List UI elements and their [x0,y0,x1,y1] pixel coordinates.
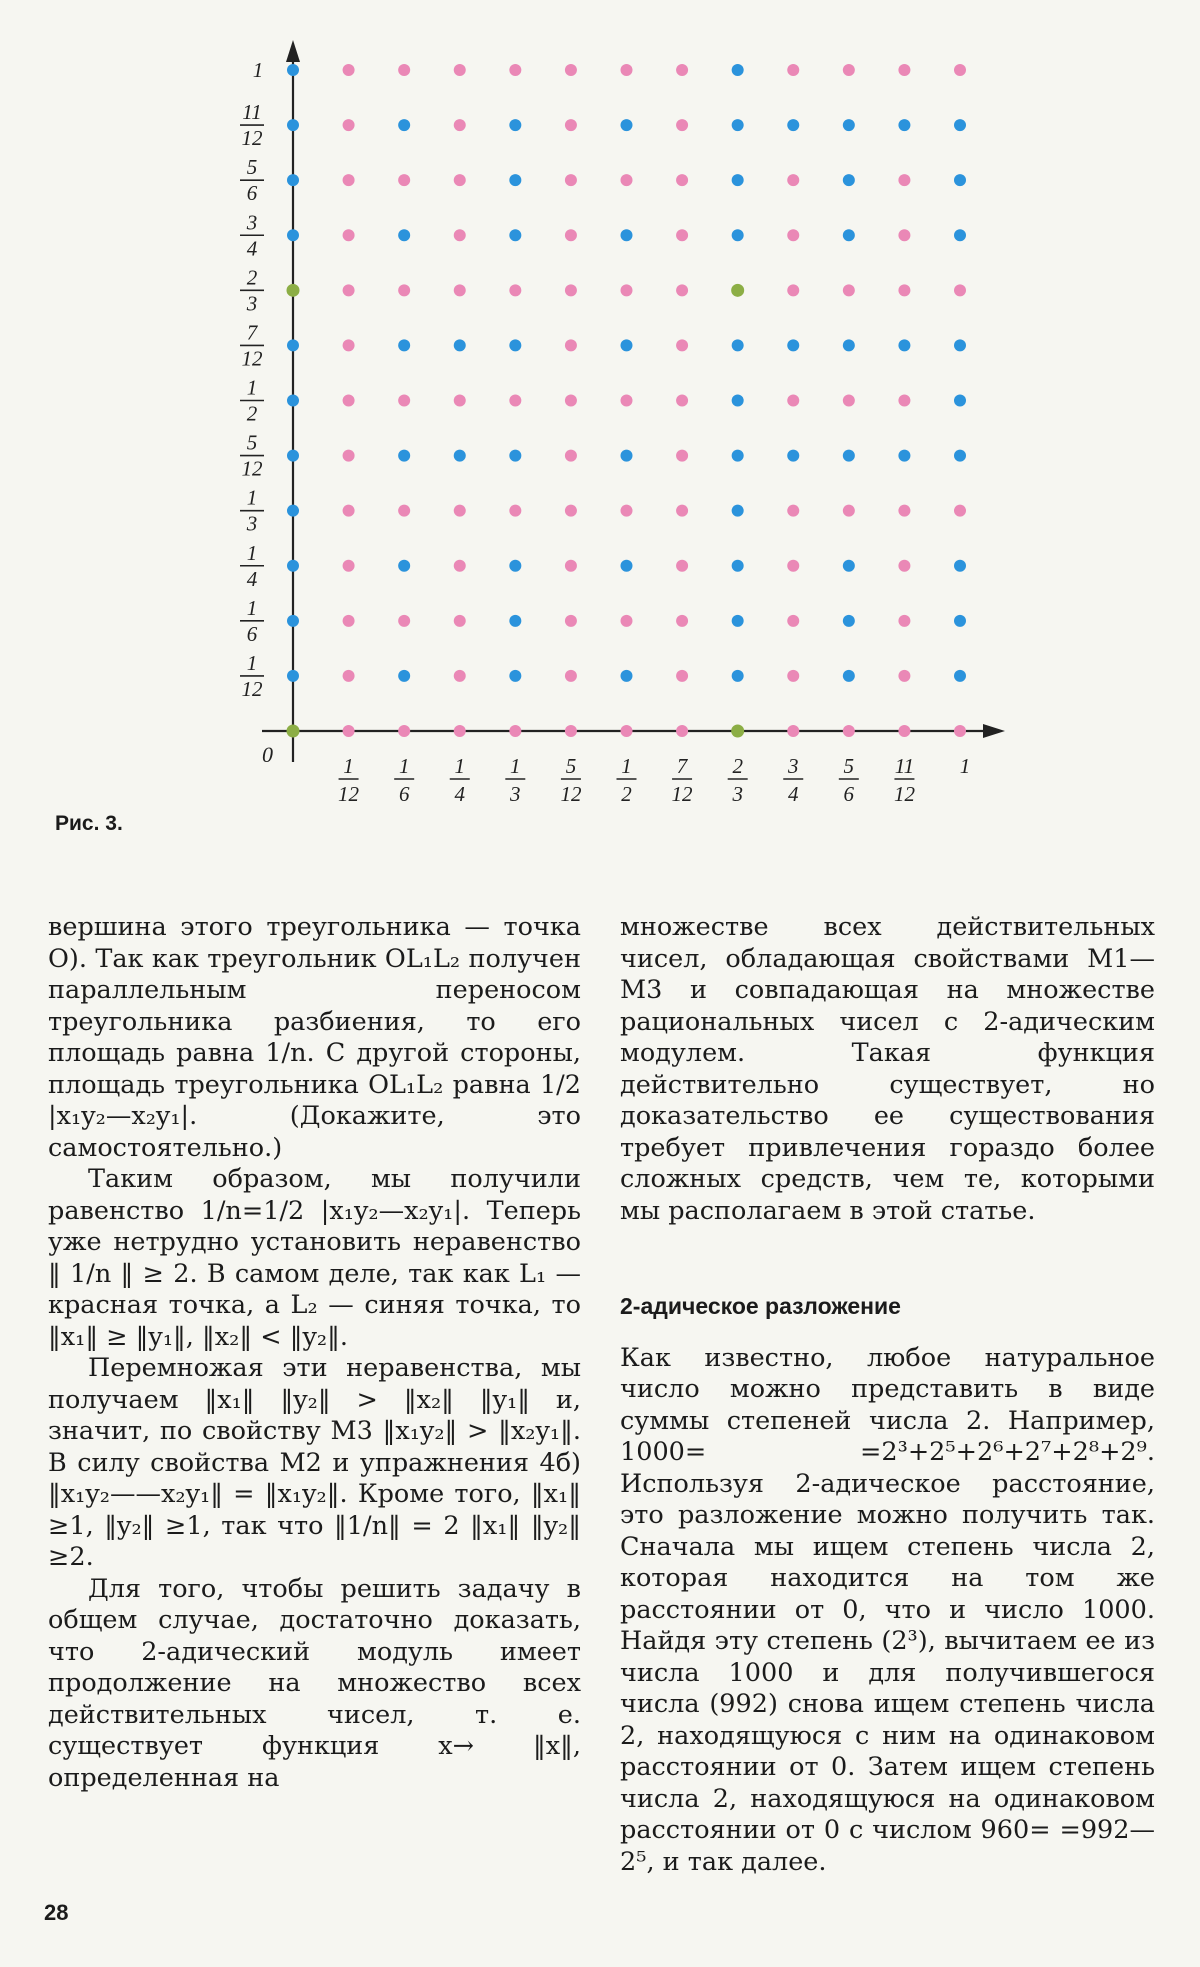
lattice-point [287,64,299,76]
lattice-point [732,395,744,407]
lattice-point [621,615,633,627]
x-tick-label [783,754,803,806]
x-tick-label [960,754,971,778]
left-paragraph-1: вершина этого треугольника — точка O). Так как треугольник OL₁L₂ получен параллельным переносом треугольника разбиения, то его площадь равна 1/n. С другой стороны, площадь треугольника OL₁L₂ равна 1/2 |x₁y₂—x₂y₁|. (Докажите, это самостоятельно.) [48,912,581,1163]
lattice-point [898,174,910,186]
lattice-points [287,64,967,738]
lattice-point [621,229,633,241]
lattice-point [454,450,466,462]
lattice-point [509,725,521,737]
left-paragraph-4: Для того, чтобы решить задачу в общем случае, достаточно доказать, что 2-адический модуль имеет продолжение на множество всех действительных чисел, т. е. существует функция x→ ‖x‖, определенная на [48,1573,581,1793]
lattice-point [898,64,910,76]
lattice-point [676,64,688,76]
y-tick-denominator: 2 [246,401,258,426]
lattice-point [343,64,355,76]
lattice-point [676,339,688,351]
x-tick-denominator: 12 [560,782,582,806]
x-tick-numerator: 1 [959,754,971,778]
lattice-point [676,395,688,407]
x-tick-denominator: 4 [454,782,465,806]
lattice-point [565,560,577,572]
lattice-point [621,670,633,682]
x-tick-numerator: 7 [676,754,688,778]
lattice-point [954,725,966,737]
lattice-point [287,284,300,297]
y-tick-numerator: 2 [246,265,258,290]
left-column [48,912,581,1794]
lattice-point [565,505,577,517]
lattice-point [676,505,688,517]
lattice-point [898,725,910,737]
x-tick-label [894,754,916,806]
lattice-point [343,229,355,241]
section-heading: 2-адическое разложение [620,1293,901,1319]
lattice-point [787,450,799,462]
lattice-point [732,64,744,76]
lattice-point [954,450,966,462]
lattice-point [454,725,466,737]
x-tick-numerator: 1 [398,754,410,778]
figure-caption: Рис. 3. [55,812,123,835]
lattice-point [509,450,521,462]
lattice-point [343,174,355,186]
lattice-point [843,339,855,351]
lattice-point [676,119,688,131]
lattice-point [898,560,910,572]
lattice-point [954,615,966,627]
x-tick-numerator: 3 [788,754,799,778]
lattice-point [732,339,744,351]
y-tick-numerator: 1 [246,540,258,565]
lattice-point [343,505,355,517]
lattice-point [898,119,910,131]
lattice-point [509,339,521,351]
y-tick-numerator: 1 [246,650,258,675]
lattice-point [621,339,633,351]
lattice-point [732,450,744,462]
y-tick-label [240,596,264,646]
y-tick-numerator: 5 [246,430,258,455]
lattice-point [398,339,410,351]
y-tick-denominator: 12 [241,346,263,371]
y-tick-numerator: 3 [246,210,258,235]
lattice-point [565,395,577,407]
y-tick-denominator: 6 [246,621,258,646]
lattice-point [954,395,966,407]
lattice-point [454,284,466,296]
lattice-point [454,64,466,76]
lattice-point [843,725,855,737]
lattice-point [732,174,744,186]
x-axis-arrow [983,724,1005,738]
left-paragraph-3: Перемножая эти неравенства, мы получаем ‖x₁‖ ‖y₂‖ > ‖x₂‖ ‖y₁‖ и, значит, по свойству M3 ‖x₁y₂‖ > ‖x₂y₁‖. В силу свойства M2 и упражнения 4б) ‖x₁y₂——x₂y₁‖ = ‖x₁y₂‖. Кроме того, ‖x₁‖ ≥1, ‖y₂‖ ≥1, так что ‖1/n‖ = 2 ‖x₁‖ ‖y₂‖ ≥2. [48,1353,581,1572]
lattice-point [898,450,910,462]
lattice-point [287,229,299,241]
y-tick-numerator: 5 [246,155,258,180]
x-tick-denominator: 2 [621,782,632,806]
x-tick-denominator: 4 [788,782,799,806]
lattice-point [787,725,799,737]
lattice-point [454,395,466,407]
lattice-point [843,229,855,241]
lattice-point [398,395,410,407]
lattice-point [843,505,855,517]
lattice-point [565,339,577,351]
lattice-point [565,450,577,462]
lattice-point [454,339,466,351]
y-tick-labels [240,58,264,701]
y-tick-label [240,320,264,370]
lattice-point [731,284,744,297]
y-tick-denominator: 4 [246,236,258,261]
x-tick-label [617,754,637,806]
lattice-point [898,284,910,296]
lattice-point [398,119,410,131]
lattice-point [454,505,466,517]
lattice-point [509,64,521,76]
lattice-point [676,229,688,241]
lattice-point [398,670,410,682]
lattice-point [509,615,521,627]
lattice-point [287,450,299,462]
lattice-point [954,119,966,131]
y-tick-denominator: 3 [246,291,258,316]
axes [262,40,1005,767]
lattice-point [843,174,855,186]
x-tick-label [505,754,525,806]
lattice-point [565,229,577,241]
lattice-point [732,670,744,682]
y-axis-arrow [286,40,300,62]
lattice-point [343,615,355,627]
lattice-point [898,505,910,517]
lattice-point [954,560,966,572]
lattice-point [621,64,633,76]
lattice-point [509,284,521,296]
lattice-point [287,174,299,186]
x-tick-label [560,754,582,806]
y-tick-label [240,265,264,315]
lattice-point [676,284,688,296]
lattice-point [787,560,799,572]
lattice-point [343,725,355,737]
page-number: 28 [44,1900,69,1925]
lattice-point [898,395,910,407]
lattice-point [565,64,577,76]
x-tick-numerator: 5 [843,754,855,778]
lattice-point [509,119,521,131]
lattice-point [787,119,799,131]
y-tick-denominator: 6 [246,181,258,206]
y-tick-numerator: 1 [246,485,258,510]
lattice-point [787,174,799,186]
lattice-point [676,560,688,572]
lattice-point [509,505,521,517]
lattice-point [954,284,966,296]
lattice-point [954,505,966,517]
lattice-point [787,670,799,682]
lattice-point [787,339,799,351]
x-tick-denominator: 3 [510,782,521,806]
lattice-point [954,64,966,76]
lattice-point [398,615,410,627]
y-tick-numerator: 11 [242,100,262,125]
lattice-point [287,725,300,738]
lattice-point [843,450,855,462]
lattice-point [565,119,577,131]
y-tick-numerator: 1 [246,595,258,620]
x-tick-numerator: 1 [343,754,354,778]
y-tick-denominator: 12 [241,126,263,151]
lattice-point [398,284,410,296]
x-tick-label [450,754,470,806]
lattice-point [287,339,299,351]
lattice-point [732,119,744,131]
right-column [620,912,1155,1878]
lattice-point [287,670,299,682]
x-tick-label [672,754,694,806]
x-tick-numerator: 1 [454,754,465,778]
y-tick-label [240,100,264,150]
x-tick-label [839,754,859,806]
y-tick-denominator: 12 [241,676,263,701]
x-tick-denominator: 12 [893,782,915,806]
lattice-point [787,64,799,76]
lattice-point [565,670,577,682]
lattice-point [676,615,688,627]
y-tick-label [240,155,264,205]
lattice-point [732,560,744,572]
lattice-point [343,339,355,351]
y-tick-denominator: 3 [246,511,258,536]
y-tick-denominator: 4 [246,566,258,591]
lattice-point [732,229,744,241]
x-tick-denominator: 12 [338,782,360,806]
lattice-point [509,395,521,407]
lattice-point [954,229,966,241]
lattice-point [398,64,410,76]
y-tick-numerator: 1 [252,58,264,82]
lattice-point [843,670,855,682]
lattice-point [621,119,633,131]
lattice-point [676,725,688,737]
y-tick-numerator: 1 [246,375,258,400]
lattice-point [398,560,410,572]
x-tick-numerator: 1 [621,754,632,778]
lattice-point [454,670,466,682]
lattice-point [898,615,910,627]
dot-lattice-figure [0,0,1200,860]
y-tick-label [240,210,264,260]
lattice-point [343,395,355,407]
origin-label: 0 [262,742,273,767]
lattice-point [621,395,633,407]
lattice-point [454,560,466,572]
y-tick-numerator: 7 [246,320,258,345]
lattice-point [343,284,355,296]
y-tick-label [240,651,264,701]
lattice-point [565,284,577,296]
lattice-point [621,174,633,186]
lattice-point [621,725,633,737]
lattice-point [287,615,299,627]
lattice-point [454,615,466,627]
lattice-point [398,229,410,241]
lattice-point [843,615,855,627]
lattice-point [565,174,577,186]
lattice-point [787,284,799,296]
right-paragraph-2: Как известно, любое натуральное число можно представить в виде суммы степеней числа 2. Например, 1000= =2³+2⁵+2⁶+2⁷+2⁸+2⁹. Используя 2-адическое расстояние, это разложение можно получить так. Сначала мы ищем степень числа 2, которая находится на том же расстоянии от 0, что и число 1000. Найдя эту степень (2³), вычитаем ее из числа 1000 и для получившегося числа (992) снова ищем степень числа 2, находящуюся с ним на одинаковом расстоянии от 0. Затем ищем степень числа 2, находящуюся на одинаковом расстоянии от 0 с числом 960= =992—2⁵, и так далее. [620,1342,1155,1877]
lattice-point [898,229,910,241]
x-tick-denominator: 6 [843,782,855,806]
y-tick-label [240,541,264,591]
y-tick-label [240,376,264,426]
lattice-point [454,174,466,186]
lattice-point [343,560,355,572]
lattice-point [843,395,855,407]
lattice-point [343,450,355,462]
lattice-point [343,670,355,682]
lattice-point [621,505,633,517]
lattice-point [732,505,744,517]
lattice-point [287,505,299,517]
lattice-point [787,395,799,407]
lattice-point [843,119,855,131]
lattice-point [454,119,466,131]
y-tick-label [240,431,264,481]
x-tick-numerator: 1 [510,754,521,778]
x-tick-denominator: 3 [732,782,743,806]
lattice-point [676,450,688,462]
lattice-point [787,505,799,517]
lattice-point [509,174,521,186]
lattice-point [843,284,855,296]
lattice-point [954,174,966,186]
lattice-point [509,229,521,241]
y-tick-label [253,58,264,82]
x-tick-label [728,754,748,806]
lattice-point [898,339,910,351]
lattice-point [621,450,633,462]
y-tick-label [240,486,264,536]
lattice-point [565,725,577,737]
lattice-point [509,670,521,682]
lattice-point [954,670,966,682]
x-tick-numerator: 2 [732,754,743,778]
lattice-point [843,560,855,572]
lattice-point [732,615,744,627]
lattice-point [398,725,410,737]
lattice-point [398,505,410,517]
lattice-point [454,229,466,241]
lattice-point [676,670,688,682]
lattice-point [398,450,410,462]
lattice-point [343,119,355,131]
x-tick-denominator: 6 [398,782,410,806]
lattice-point [621,560,633,572]
lattice-point [287,119,299,131]
lattice-point [287,560,299,572]
x-tick-numerator: 11 [894,754,915,778]
x-tick-denominator: 12 [671,782,693,806]
lattice-point [731,725,744,738]
x-tick-labels [338,754,970,806]
lattice-point [787,615,799,627]
lattice-point [509,560,521,572]
y-tick-denominator: 12 [241,456,263,481]
lattice-point [676,174,688,186]
x-tick-label [338,754,360,806]
lattice-point [954,339,966,351]
lattice-point [843,64,855,76]
lattice-point [398,174,410,186]
left-paragraph-2: Таким образом, мы получили равенство 1/n=1/2 |x₁y₂—x₂y₁|. Теперь уже нетрудно установить неравенство ‖ 1/n ‖ ≥ 2. В самом деле, так как L₁ — красная точка, а L₂ — синяя точка, то ‖x₁‖ ≥ ‖y₁‖, ‖x₂‖ < ‖y₂‖. [48,1164,581,1352]
lattice-point [621,284,633,296]
x-tick-label [394,754,414,806]
lattice-point [565,615,577,627]
lattice-point [287,395,299,407]
lattice-point [898,670,910,682]
x-tick-numerator: 5 [565,754,577,778]
lattice-point [787,229,799,241]
right-paragraph-1: множестве всех действительных чисел, обладающая свойствами M1—M3 и совпадающая на множестве рациональных чисел с 2-адическим модулем. Такая функция действительно существует, но доказательство ее существования требует привлечения гораздо более сложных средств, чем те, которыми мы располагаем в этой статье. [620,912,1155,1226]
